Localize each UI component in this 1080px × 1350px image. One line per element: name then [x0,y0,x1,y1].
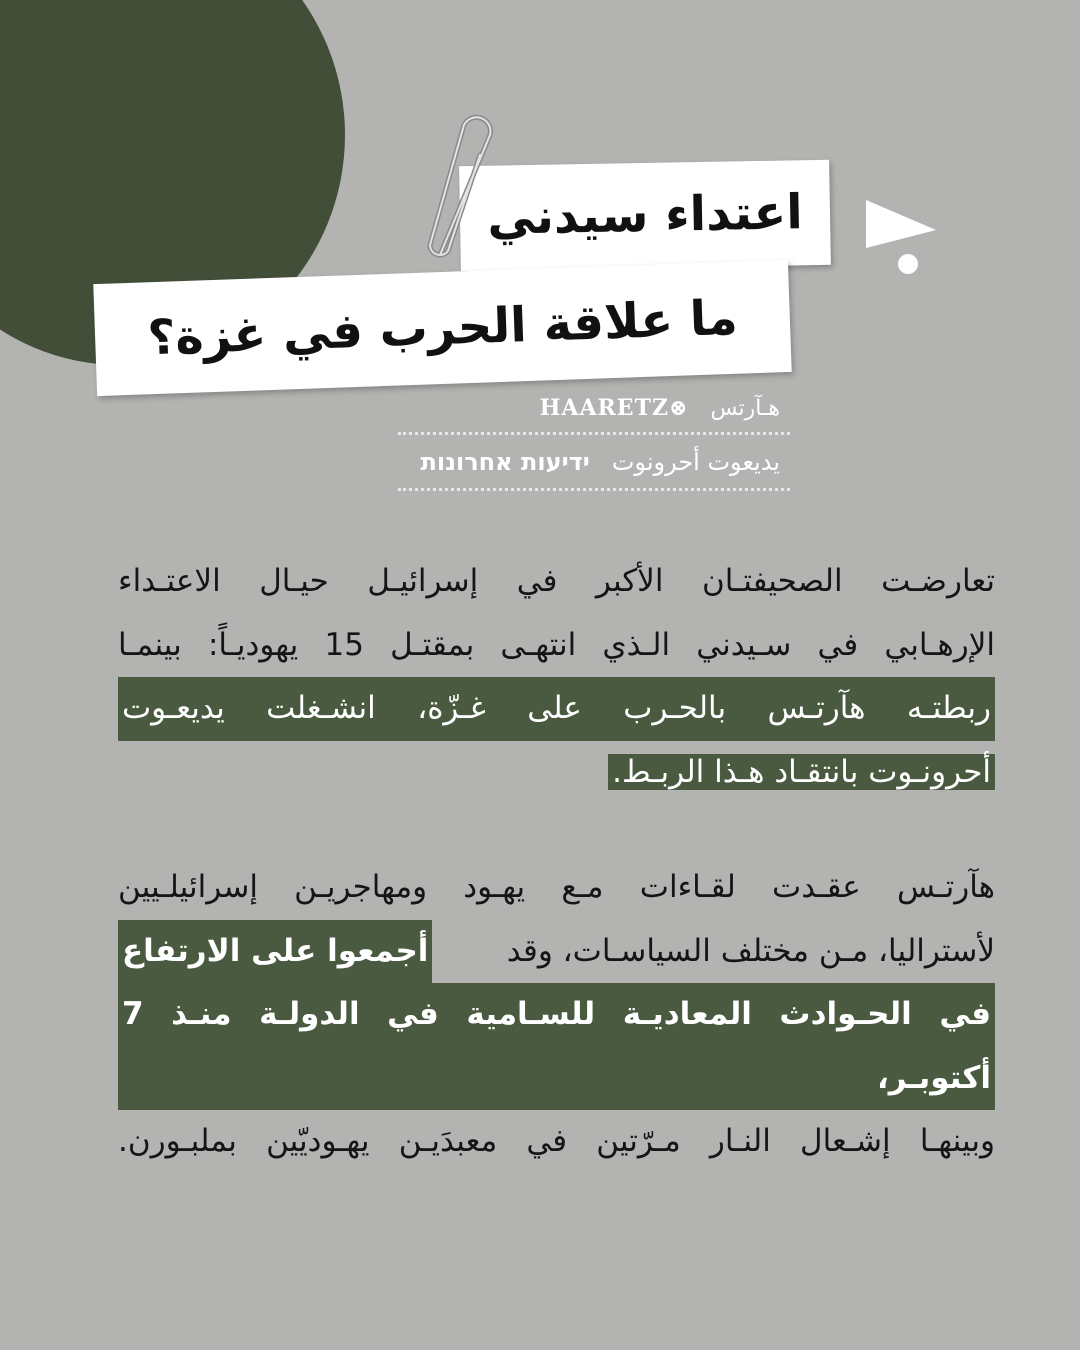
play-arrow-icon [862,198,942,278]
dotted-divider [398,488,790,491]
highlighted-text: في الحـوادث المعاديـة للسـامية في الدولـة منـذ 7 أكتوبـر، [118,983,995,1110]
haaretz-logo: ⊗HAARETZ [539,395,689,421]
title-box-1 [459,160,831,271]
haaretz-arabic: هـآرتس [710,395,780,421]
yedioth-logo: ידיעות אחרונות [420,448,590,476]
title-box-2 [93,260,791,396]
title-line-1: اعتداء سيدني [486,184,804,246]
paragraph-1 [118,550,995,804]
text-line: هآرتـس عقـدت لقـاءات مـع يهـود ومهاجريـن إسرائيلـيين [118,869,995,905]
yedioth-arabic: يديعوت أحرونوت [611,448,780,476]
highlighted-text: أجمعوا على الارتفاع [118,920,432,984]
paperclip-icon [420,105,510,275]
source-haaretz [540,395,780,421]
highlighted-text: أحرونـوت بانتقـاد هـذا الربـط. [608,754,995,790]
text-line: تعارضـت الصحيفتـان الأكبر في إسرائيـل حيـال الاعتـداء [118,563,995,599]
highlighted-text: ربطتـه هآرتـس بالحـرب على غـزّة، انشـغلت يديعـوت [118,677,995,741]
text-line [118,920,995,984]
paragraph-2 [118,856,995,1174]
title-line-2: ما علاقة الحرب في غزة؟ [146,289,739,367]
text-line: الإرهـابي في سـيدني الـذي انتهـى بمقتـل 15 يهوديـاً: بينمـا [118,626,995,663]
dotted-divider [398,432,790,435]
text-segment: لأستراليا، مـن مختلف السياسـات، وقد [506,932,995,969]
text-line: وبينهـا إشـعال النـار مـرّتين في معبدَيـن يهـوديّين بملبـورن. [118,1123,995,1159]
source-yedioth [420,448,780,476]
